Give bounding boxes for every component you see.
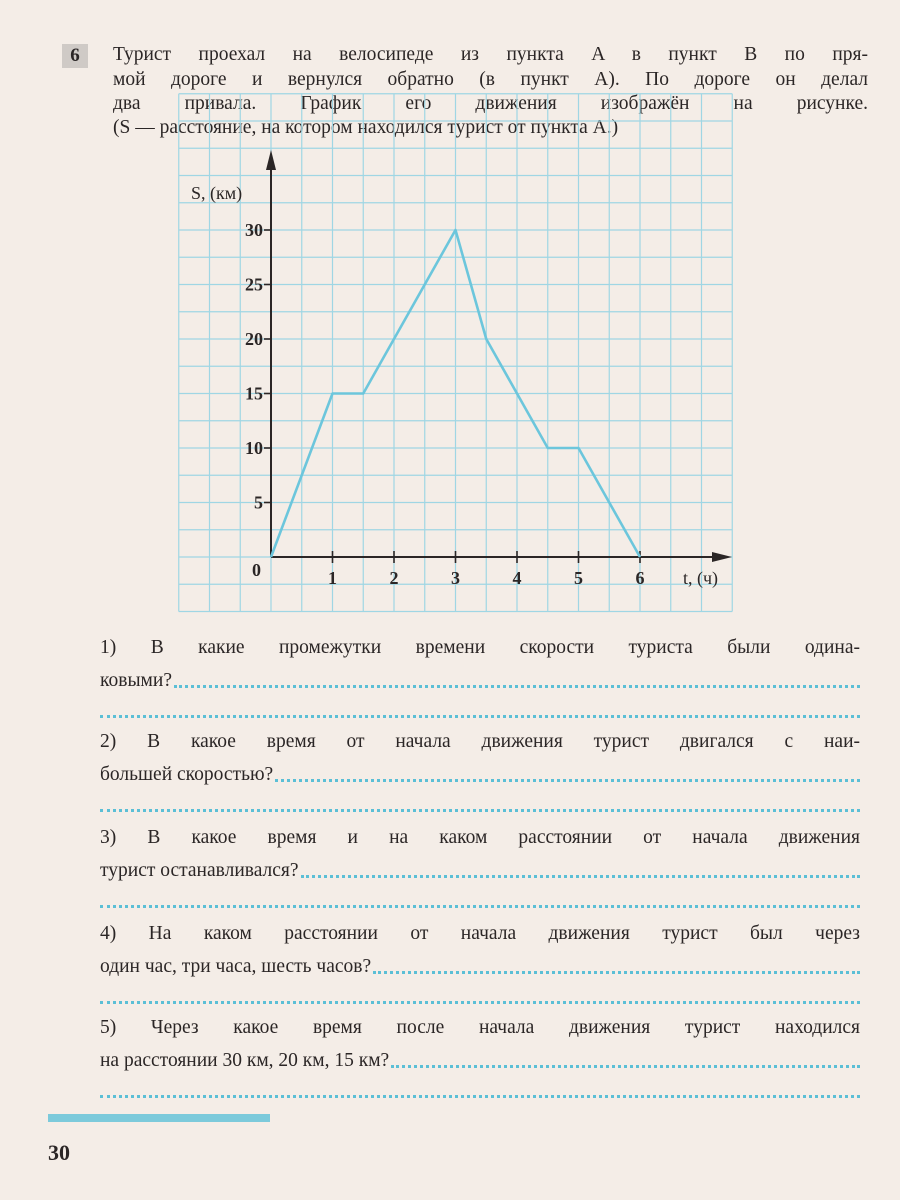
y-axis-arrow-icon <box>266 150 276 170</box>
task-text-line: мой дороге и вернулся обратно (в пункт A). По дороге он делал <box>113 69 868 90</box>
task-text-line: два привала. График его движения изображён на рисунке. <box>113 93 868 114</box>
question-text: 1) В какие промежутки времени скорости туриста были одина- <box>100 637 860 658</box>
question-answer-row <box>100 955 860 979</box>
task-text-line: (S — расстояние, на котором находился турист от пункта A.) <box>113 117 619 138</box>
question-text: 4) На каком расстоянии от начала движения турист был через <box>100 923 860 944</box>
answer-input-line[interactable] <box>100 809 860 812</box>
y-tick-label: 20 <box>245 329 263 349</box>
y-axis-label: S, (км) <box>191 183 243 203</box>
question-text: один час, три часа, шесть часов? <box>100 956 372 977</box>
y-tick-label: 10 <box>245 438 263 458</box>
answer-input-line[interactable] <box>100 715 860 718</box>
footer-accent-bar <box>48 1114 270 1122</box>
question-answer-row <box>100 1049 860 1073</box>
y-tick-label: 30 <box>245 220 263 240</box>
x-axis-label: t, (ч) <box>683 568 719 588</box>
answer-input-line[interactable] <box>391 1065 860 1068</box>
answer-input-line[interactable] <box>301 875 860 878</box>
question-text: 5) Через какое время после начала движения турист находился <box>100 1017 860 1038</box>
x-tick-label: 3 <box>451 568 460 588</box>
x-axis-arrow-icon <box>712 552 732 562</box>
origin-label: 0 <box>252 560 261 580</box>
x-tick-label: 4 <box>512 568 522 588</box>
answer-input-line[interactable] <box>100 1095 860 1098</box>
answer-input-line[interactable] <box>100 905 860 908</box>
answer-input-line[interactable] <box>174 685 860 688</box>
question-answer-row <box>100 669 860 693</box>
question-text: 3) В какое время и на каком расстоянии от начала движения <box>100 827 860 848</box>
page-number: 30 <box>48 1140 70 1165</box>
x-tick-label: 5 <box>574 568 583 588</box>
question-answer-row <box>100 763 860 787</box>
question-text: 2) В какое время от начала движения турист двигался с наи- <box>100 731 860 752</box>
question-answer-row <box>100 859 860 883</box>
y-tick-label: 5 <box>254 492 263 513</box>
question-text: турист останавливался? <box>100 860 299 881</box>
question-text: большей скоростью? <box>100 764 274 785</box>
x-tick-label: 2 <box>389 568 399 588</box>
answer-input-line[interactable] <box>275 779 860 782</box>
x-tick-label: 1 <box>328 568 337 588</box>
answer-input-line[interactable] <box>373 971 860 974</box>
y-tick-label: 15 <box>245 383 263 404</box>
x-tick-label: 6 <box>635 568 645 588</box>
question-text: на расстоянии 30 км, 20 км, 15 км? <box>100 1050 390 1071</box>
task-number: 6 <box>62 44 88 68</box>
y-tick-label: 25 <box>245 274 263 295</box>
question-text: ковыми? <box>100 670 172 691</box>
task-text-line: Турист проехал на велосипеде из пункта A в пункт B по пря- <box>113 44 868 65</box>
answer-input-line[interactable] <box>100 1001 860 1004</box>
